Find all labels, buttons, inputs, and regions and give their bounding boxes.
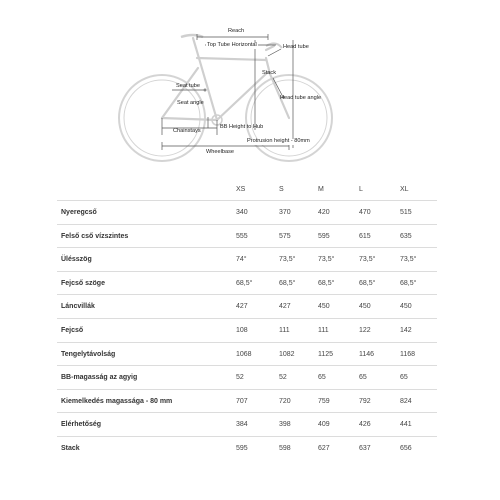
- table-row: [57, 436, 437, 460]
- table-header: [57, 182, 437, 200]
- cell-value: 65: [359, 374, 367, 382]
- table-row: [57, 294, 437, 318]
- cell-value: 615: [359, 232, 371, 240]
- cell-value: 707: [236, 397, 248, 405]
- row-label: Fejcső: [61, 326, 84, 334]
- row-label: Kiemelkedés magassága - 80 mm: [61, 397, 173, 405]
- table-row: [57, 318, 437, 342]
- row-label: Ülésszög: [61, 256, 92, 264]
- protrusion-label: Protrusion height - 80mm: [247, 138, 310, 144]
- cell-value: 635: [400, 232, 412, 240]
- cell-value: 515: [400, 209, 412, 216]
- row-label: BB-magasság az agyig: [61, 374, 138, 382]
- cell-value: 627: [318, 444, 330, 452]
- cell-value: 68,5°: [359, 279, 376, 287]
- cell-value: 108: [236, 326, 248, 334]
- cell-value: 68,5°: [236, 279, 253, 287]
- cell-value: 637: [359, 444, 371, 452]
- cell-value: 111: [318, 326, 329, 334]
- cell-value: 427: [236, 303, 248, 311]
- cell-value: 792: [359, 397, 371, 405]
- cell-value: 340: [236, 209, 248, 216]
- cell-value: 52: [279, 374, 287, 382]
- size-header-m: M: [318, 186, 324, 193]
- cell-value: 409: [318, 421, 330, 429]
- cell-value: 1168: [400, 350, 416, 358]
- cell-value: 65: [400, 374, 408, 382]
- geometry-table: [57, 182, 437, 460]
- seat-angle-label: Seat angle: [177, 100, 204, 106]
- table-row: [57, 224, 437, 248]
- geometry-diagram: [0, 0, 500, 165]
- cell-value: 68,5°: [279, 279, 296, 287]
- cell-value: 68,5°: [318, 279, 335, 287]
- size-header-l: L: [359, 186, 363, 193]
- cell-value: 122: [359, 326, 371, 334]
- top-tube-frame: [197, 58, 266, 60]
- seat-tube-label: Seat tube: [176, 83, 200, 89]
- cell-value: 420: [318, 209, 330, 216]
- cell-value: 575: [279, 232, 291, 240]
- table-row: [57, 389, 437, 413]
- cell-value: 450: [318, 303, 330, 311]
- bb-height-label: BB Height to Hub: [220, 124, 264, 130]
- cell-value: 370: [279, 209, 291, 216]
- cell-value: 142: [400, 326, 412, 334]
- cell-value: 1068: [236, 350, 252, 358]
- row-label: Láncvillák: [61, 303, 95, 311]
- row-label: Stack: [61, 444, 80, 452]
- row-label: Fejcső szöge: [61, 279, 105, 287]
- cell-value: 450: [359, 303, 371, 311]
- cell-value: 824: [400, 397, 412, 405]
- top-tube-label: Top Tube Horizontal: [207, 42, 257, 48]
- cell-value: 1082: [279, 350, 295, 358]
- cell-value: 398: [279, 421, 291, 429]
- cell-value: 759: [318, 397, 330, 405]
- chainstay: [162, 118, 217, 120]
- table-row: [57, 365, 437, 389]
- table-row: [57, 342, 437, 366]
- head-tube-label: Head tube: [283, 44, 309, 50]
- cell-value: 73,5°: [400, 256, 417, 264]
- table-row: [57, 412, 437, 436]
- cell-value: 470: [359, 209, 371, 216]
- size-header-xs: XS: [236, 186, 246, 193]
- cell-value: 595: [236, 444, 248, 452]
- cell-value: 52: [236, 374, 244, 382]
- cell-value: 1125: [318, 350, 334, 358]
- cell-value: 384: [236, 421, 248, 429]
- stack-label: Stack: [262, 70, 276, 76]
- chainstays-label: Chainstays: [173, 128, 201, 134]
- cell-value: 427: [279, 303, 291, 311]
- table-row: [57, 200, 437, 224]
- reach-label: Reach: [228, 28, 245, 34]
- head-tube-angle-label: Head tube angle: [280, 95, 322, 101]
- stem: [266, 46, 274, 50]
- row-label: Nyeregcső: [61, 209, 97, 216]
- cell-value: 74°: [236, 256, 247, 264]
- table-row: [57, 271, 437, 295]
- cell-value: 595: [318, 232, 330, 240]
- cell-value: 598: [279, 444, 291, 452]
- cell-value: 555: [236, 232, 248, 240]
- wheelbase-label: Wheelbase: [206, 149, 234, 155]
- cell-value: 441: [400, 421, 412, 429]
- cell-value: 68,5°: [400, 279, 417, 287]
- cell-value: 450: [400, 303, 412, 311]
- cell-value: 1146: [359, 350, 375, 358]
- row-label: Tengelytávolság: [61, 350, 116, 358]
- cell-value: 426: [359, 421, 371, 429]
- row-label: Elérhetőség: [61, 421, 102, 429]
- down-tube-frame: [217, 72, 268, 120]
- seatpost: [193, 38, 196, 48]
- cell-value: 720: [279, 397, 291, 405]
- cell-value: 65: [318, 374, 326, 382]
- size-header-xl: XL: [400, 186, 409, 193]
- cell-value: 73,5°: [279, 256, 296, 264]
- table-row: [57, 247, 437, 271]
- cell-value: 73,5°: [359, 256, 376, 264]
- cell-value: 73,5°: [318, 256, 335, 264]
- cell-value: 656: [400, 444, 412, 452]
- row-label: Felső cső vízszintes: [61, 232, 129, 240]
- size-header-s: S: [279, 186, 284, 193]
- cell-value: 111: [279, 326, 290, 334]
